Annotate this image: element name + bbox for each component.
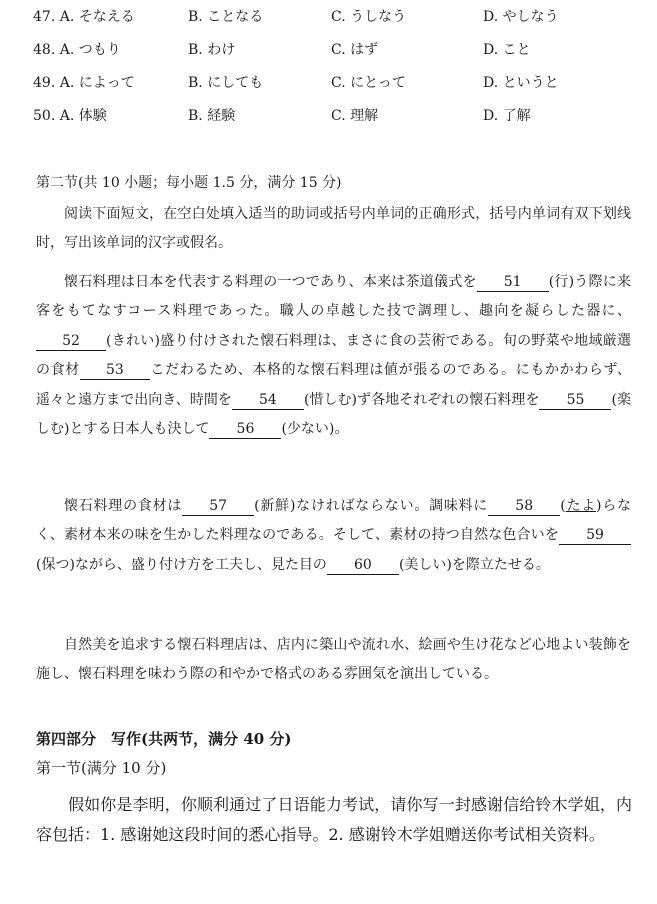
option-a: 49. A. によって [33,75,135,91]
blank-51[interactable]: 51 [477,273,549,292]
passage-paragraph-1: 懐石料理は日本を代表する料理の一つであり、本来は茶道儀式を 51 (行)う際に来客をもてなすコース料理であった。職人の卓越した技で調理し、趣向を凝らした器に、52 (きれい)盛り付けされた懐石料理は、まさに食の芸術である。旬の野菜や地域厳選の食材 53 こだわるため、本格的な懐石料理は値が張るのである。にもかかわらず、遥々と遠方まで出向き、時間を 54 (惜しむ)ず各地それぞれの懐石料理を 55 (楽しむ)とする日本人も決して 56 (少ない)。 [36,274,631,438]
option-b: B. にしても [188,75,264,91]
option-d: D. 了解 [483,108,531,124]
passage-paragraph-3: 自然美を追求する懐石料理店は、店内に築山や流れ水、絵画や生け花など心地よい装飾を施し、懐石料理を味わう際の和やかで格式のある雰囲気を演出している。 [36,637,631,683]
option-row-48 [33,39,643,61]
writing-prompt: 假如你是李明，你顺利通过了日语能力考试，请你写一封感谢信给铃木学姐，内容包括：1. 感谢她这段时间的悉心指导。2. 感谢铃木学姐赠送你考试相关资料。 [36,795,632,844]
part-4-title: 第四部分 写作(共两节，满分 40 分) [36,730,292,748]
option-b: B. わけ [188,42,236,58]
hint-51: (行) [548,274,575,290]
part-4-section-1-title: 第一节(满分 10 分) [36,759,167,777]
option-row-49 [33,72,643,94]
option-a: 50. A. 体験 [33,108,107,124]
blank-54[interactable]: 54 [232,391,304,410]
section-2-title: 第二节(共 10 小题；每小题 1.5 分，满分 15 分) [36,175,342,191]
option-d: D. こと [483,42,531,58]
blank-52[interactable]: 52 [36,332,106,351]
blank-60[interactable]: 60 [327,556,399,575]
option-row-50 [33,105,643,127]
option-b: B. 経験 [188,108,236,124]
blank-53[interactable]: 53 [80,361,150,380]
option-c: C. にとって [331,75,406,91]
option-c: C. はず [331,42,379,58]
section-2-instruction: 阅读下面短文，在空白处填入适当的助词或括号内单词的正确形式，括号内单词有双下划线时，写出该单词的汉字或假名。 [36,206,631,252]
option-a: 47. A. そなえる [33,9,135,25]
blank-59[interactable]: 59 [559,526,631,545]
passage-paragraph-2: 懐石料理の食材は 57 (新鮮)なければならない。調味料に 58 (たよ)らなく、素材本来の味を生かした料理なのである。そして、素材の持つ自然な色合いを 59(保つ)ながら、盛り付け方を工夫し、見た目の 60 (美しい)を際立たせる。 [36,498,631,573]
option-c: C. 理解 [331,108,379,124]
option-d: D. というと [483,75,559,91]
option-c: C. うしなう [331,9,407,25]
option-d: D. やしなう [483,9,559,25]
option-b: B. ことなる [188,9,264,25]
blank-57[interactable]: 57 [182,497,254,516]
blank-56[interactable]: 56 [209,420,281,439]
hint-58: たよ [565,498,596,514]
option-row-47 [33,6,643,28]
blank-58[interactable]: 58 [488,497,560,516]
blank-55[interactable]: 55 [539,391,611,410]
option-a: 48. A. つもり [33,42,121,58]
